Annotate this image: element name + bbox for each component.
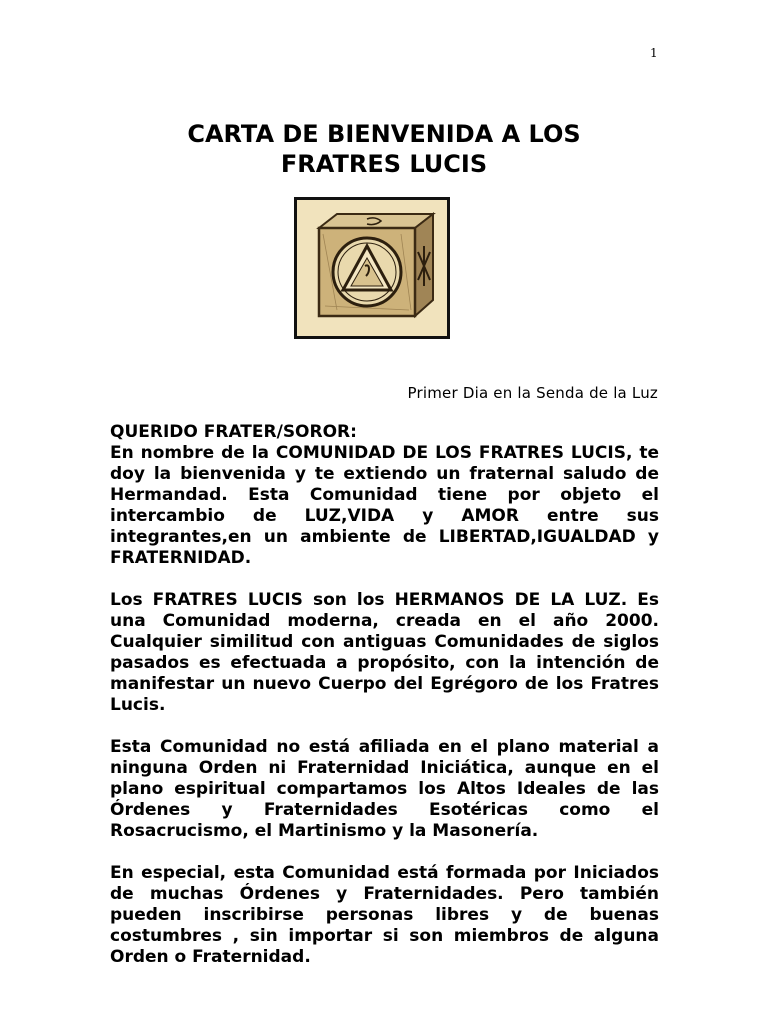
cube-triangle-emblem-icon (294, 197, 450, 339)
letter-paragraph-4: En especial, esta Comunidad está formada por Iniciados de muchas Órdenes y Fraternidades. Pero también pueden inscribirse personas libres y de buenas costumbres , sin importar si son miembros de alguna Orden o Fraternidad. (110, 863, 659, 967)
page-number: 1 (650, 46, 658, 60)
subtitle: Primer Dia en la Senda de la Luz (407, 384, 658, 402)
page-title (100, 119, 668, 179)
letter-paragraph-1-text: En nombre de la COMUNIDAD DE LOS FRATRES LUCIS, te doy la bienvenida y te extiendo un fraternal saludo de Hermandad. Esta Comunidad tiene por objeto el intercambio de LUZ,VIDA y AMOR entre sus integrantes,en un ambiente de LIBERTAD,IGUALDAD y FRATERNIDAD. (110, 443, 659, 568)
letter-paragraph-3: Esta Comunidad no está afiliada en el plano material a ninguna Orden ni Fraternidad Iniciática, aunque en el plano espiritual compartamos los Altos Ideales de las Órdenes y Fraternidades Esotéricas como el Rosacrucismo, el Martinismo y la Masonería. (110, 737, 659, 841)
salutation: QUERIDO FRATER/SOROR: (110, 422, 357, 442)
page-title-line-2: FRATRES LUCIS (280, 150, 488, 178)
page-title-line-1: CARTA DE BIENVENIDA A LOS (187, 120, 581, 148)
letter-paragraph-1 (110, 422, 659, 569)
letter-paragraph-2: Los FRATRES LUCIS son los HERMANOS DE LA LUZ. Es una Comunidad moderna, creada en el año 2000. Cualquier similitud con antiguas Comunidades de siglos pasados es efectuada a propósito, con la intención de manifestar un nuevo Cuerpo del Egrégoro de los Fratres Lucis. (110, 590, 659, 715)
letter-body (110, 422, 659, 989)
